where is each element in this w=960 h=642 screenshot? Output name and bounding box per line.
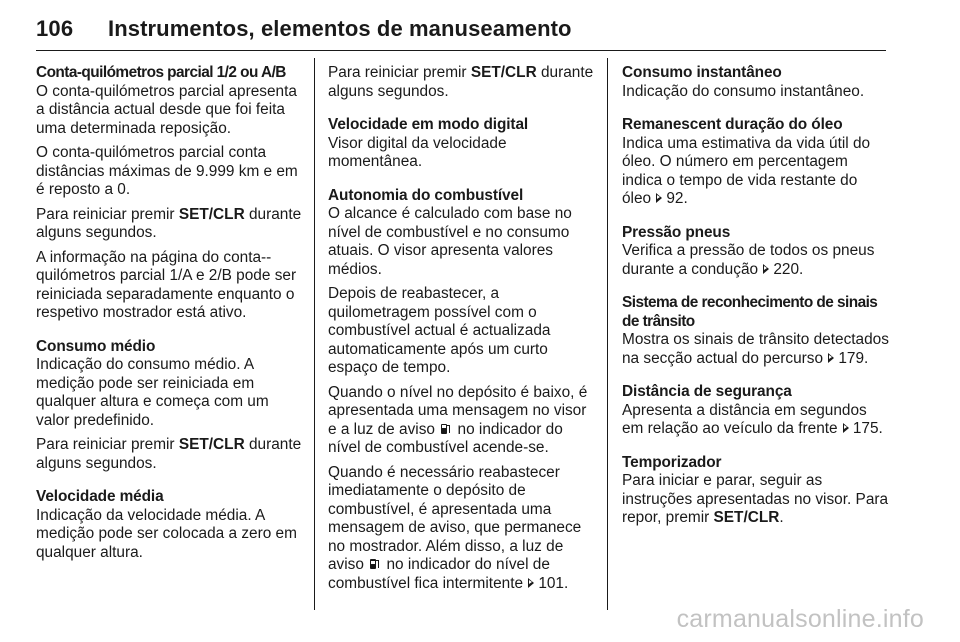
- text: no indicador do nível de combustível acende-se.: [328, 420, 563, 456]
- fuel-pump-icon: [370, 558, 380, 570]
- section-oil-life: [622, 116, 890, 209]
- section-heading: Distância de segurança: [622, 383, 792, 400]
- section-heading: Consumo instantâneo: [622, 64, 782, 81]
- column-2: [328, 64, 596, 608]
- section-digital-speed: [328, 116, 596, 172]
- section-avg-speed: [36, 488, 304, 562]
- section-reset: [328, 64, 596, 101]
- section-avg-consumption: [36, 338, 304, 474]
- paragraph: [622, 331, 890, 368]
- section-heading: Temporizador: [622, 453, 722, 471]
- fuel-pump-icon: [441, 423, 451, 435]
- paragraph: [328, 64, 596, 101]
- section-heading: Conta-quilómetros parcial 1/2 ou A/B: [36, 64, 286, 81]
- section-heading: Autonomia do combustível: [328, 186, 524, 204]
- section-heading: Velocidade média: [36, 488, 164, 505]
- paragraph: O alcance é calculado com base no nível de combustível e no consumo atuais. O visor apresenta valores médios.: [328, 205, 572, 278]
- paragraph: [622, 242, 890, 279]
- button-name: SET/CLR: [178, 205, 245, 223]
- text: Quando o nível no depósito é baixo, é apresentada uma mensagem no visor e a luz de aviso: [328, 383, 588, 438]
- section-timer: [622, 454, 890, 528]
- page-title: Instrumentos, elementos de manuseamento: [108, 16, 572, 41]
- button-name: SET/CLR: [470, 64, 537, 81]
- paragraph: Visor digital da velocidade momentânea.: [328, 134, 507, 170]
- page-number: 106: [36, 16, 74, 41]
- paragraph: [36, 206, 304, 243]
- text: Quando é necessário reabastecer imediatamente o depósito de combustível, é apresentada uma mensagem de aviso, que permanece no mostrador. Além disso, a luz de aviso: [328, 463, 582, 573]
- paragraph: [622, 402, 890, 439]
- text: .: [779, 509, 784, 526]
- section-heading: Remanescent duração do óleo: [622, 116, 843, 133]
- paragraph: Indicação da velocidade média. A medição pode ser colocada a zero em qualquer altura.: [36, 506, 297, 561]
- paragraph: [36, 436, 304, 473]
- page-reference[interactable]: 220.: [773, 260, 804, 278]
- page-reference[interactable]: 179.: [838, 349, 869, 367]
- text: Verifica a pressão de todos os pneus durante a condução: [622, 242, 875, 278]
- section-following-distance: [622, 383, 890, 439]
- paragraph: Indicação do consumo médio. A medição pode ser reiniciada em qualquer altura e começa com um valor predefinido.: [36, 356, 269, 429]
- paragraph: A informação na página do conta--quilómetros parcial 1/A e 2/B pode ser reiniciada separadamente enquanto o respetivo mostrador está ativo.: [36, 248, 297, 321]
- page-reference[interactable]: 175.: [852, 420, 883, 437]
- section-trip-meter: [36, 64, 304, 323]
- text: no indicador do nível de combustível fica intermitente: [328, 556, 550, 592]
- text: Indica uma estimativa da vida útil do óleo. O número em percentagem indica o tempo de vida restante do óleo: [622, 134, 871, 207]
- section-tyre-pressure: [622, 224, 890, 280]
- section-heading: Pressão pneus: [622, 223, 731, 241]
- text: durante alguns segundos.: [36, 205, 302, 241]
- section-heading: Consumo médio: [36, 337, 156, 355]
- text: Apresenta a distância em segundos em relação ao veículo da frente: [622, 401, 867, 437]
- paragraph: [622, 472, 890, 528]
- paragraph: [328, 384, 596, 458]
- page-reference[interactable]: 101.: [538, 574, 569, 592]
- paragraph: Depois de reabastecer, a quilometragem possível com o combustível actual é actualizada automaticamente após um curto espaço de tempo.: [328, 285, 551, 376]
- column-1: [36, 64, 304, 577]
- paragraph: [622, 135, 890, 209]
- section-instant-consumption: [622, 64, 890, 101]
- paragraph: [328, 464, 596, 594]
- text: Para iniciar e parar, seguir as instruções apresentadas no visor. Para repor, premir: [622, 472, 889, 526]
- section-heading: Sistema de reconhecimento de sinais de trânsito: [622, 294, 878, 330]
- text: durante alguns segundos.: [328, 64, 594, 100]
- section-heading: Velocidade em modo digital: [328, 116, 529, 133]
- text: Para reiniciar premir: [36, 205, 179, 223]
- section-traffic-sign: [622, 294, 890, 368]
- column-divider: [314, 58, 315, 610]
- paragraph: Indicação do consumo instantâneo.: [622, 82, 865, 100]
- section-fuel-range: [328, 187, 596, 594]
- page-reference-icon: [656, 192, 664, 204]
- button-name: SET/CLR: [713, 509, 780, 526]
- column-divider: [607, 58, 608, 610]
- text: durante alguns segundos.: [36, 436, 302, 472]
- text: Mostra os sinais de trânsito detectados na secção actual do percurso: [622, 331, 889, 367]
- button-name: SET/CLR: [178, 436, 245, 453]
- page-header: [36, 6, 886, 51]
- page-reference-icon: [528, 577, 536, 589]
- column-3: [622, 64, 890, 543]
- page-reference[interactable]: 92.: [666, 190, 688, 207]
- text: Para reiniciar premir: [36, 436, 179, 453]
- paragraph: O conta-quilómetros parcial conta distâncias máximas de 9.999 km e em é reposto a 0.: [36, 144, 298, 198]
- paragraph: O conta-quilómetros parcial apresenta a distância actual desde que foi feita uma determinada reposição.: [36, 82, 297, 137]
- watermark: carmanualsonline.info: [676, 605, 924, 633]
- text: Para reiniciar premir: [328, 64, 471, 81]
- page-reference-icon: [828, 352, 836, 364]
- page-reference-icon: [763, 263, 771, 275]
- page-reference-icon: [843, 422, 851, 434]
